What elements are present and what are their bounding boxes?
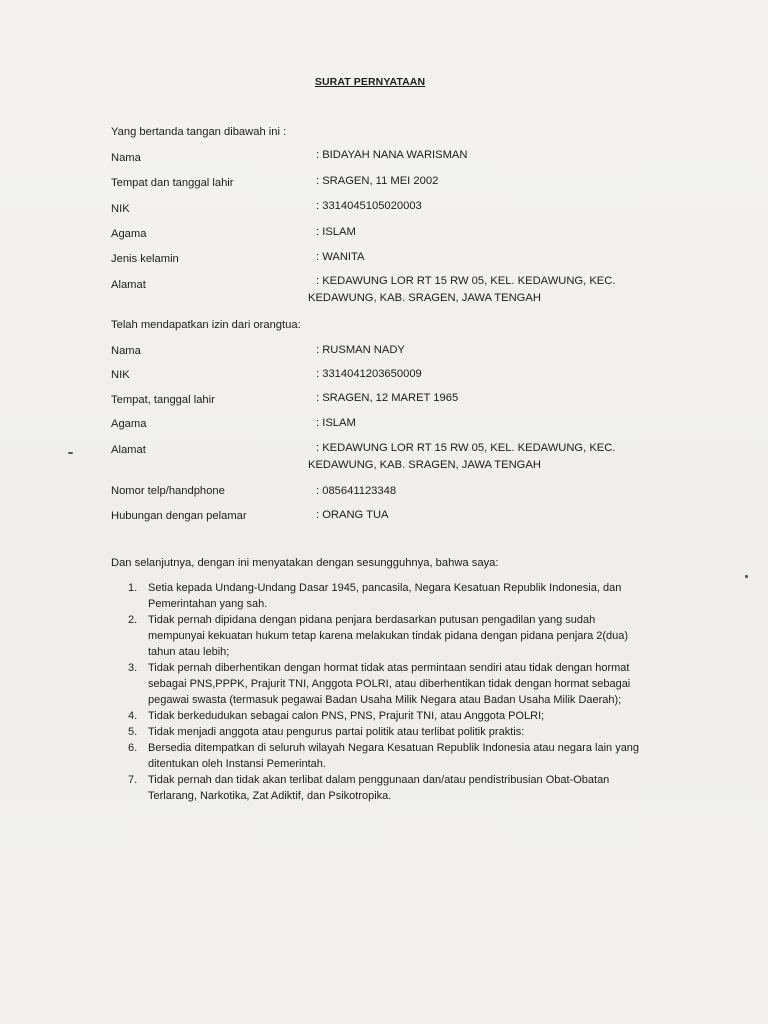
statement-item	[128, 708, 640, 724]
parent-name-value: : RUSMAN NADY	[316, 344, 405, 356]
parent-address-line2: KEDAWUNG, KAB. SRAGEN, JAWA TENGAH	[308, 458, 541, 471]
parent-address-line1: : KEDAWUNG LOR RT 15 RW 05, KEL. KEDAWUNG, KEC.	[316, 442, 616, 454]
parent-phone-value: : 085641123348	[316, 485, 397, 497]
parent-religion-label: Agama	[111, 418, 147, 430]
statement-item	[128, 724, 640, 740]
item-text: Setia kepada Undang-Undang Dasar 1945, pancasila, Negara Kesatuan Republik Indonesia, dan Pemerintahan yang sah.	[148, 582, 622, 610]
parent-birth-value: : SRAGEN, 12 MARET 1965	[316, 392, 459, 404]
applicant-birth-label: Tempat dan tanggal lahir	[111, 177, 234, 189]
applicant-name-label: Nama	[111, 152, 141, 164]
applicant-address-value	[308, 273, 646, 306]
applicant-address-label: Alamat	[111, 279, 146, 291]
item-number: 6.	[128, 742, 138, 754]
item-number: 5.	[128, 726, 138, 738]
scan-speck	[745, 575, 748, 578]
applicant-gender-label: Jenis kelamin	[111, 253, 179, 265]
statement-item	[128, 772, 640, 804]
item-number: 2.	[128, 614, 138, 626]
statement-intro: Dan selanjutnya, dengan ini menyatakan dengan sesungguhnya, bahwa saya:	[111, 557, 499, 569]
parent-address-label: Alamat	[111, 444, 146, 456]
item-text: Tidak pernah dan tidak akan terlibat dalam penggunaan dan/atau pendistribusian Obat-Obatan Terlarang, Narkotika, Zat Adiktif, dan Psikotropika.	[148, 774, 610, 802]
applicant-gender-value: : WANITA	[316, 251, 365, 263]
applicant-birth-value: : SRAGEN, 11 MEI 2002	[316, 175, 439, 187]
applicant-religion-value: : ISLAM	[316, 226, 356, 238]
item-text: Tidak pernah diberhentikan dengan hormat tidak atas permintaan sendiri atau tidak dengan hormat sebagai PNS,PPPK, Prajurit TNI, Anggota POLRI, atau diberhentikan tidak dengan hormat sebagai pegawai swasta (termasuk pegawai Badan Usaha Milik Negara atau Badan Usaha Milik Daerah);	[148, 662, 631, 706]
parent-nik-value: : 3314041203650009	[316, 368, 422, 380]
scan-speck	[68, 452, 73, 454]
applicant-religion-label: Agama	[111, 228, 147, 240]
intro-text: Yang bertanda tangan dibawah ini :	[111, 126, 287, 138]
statement-item	[128, 660, 640, 708]
parent-phone-label: Nomor telp/handphone	[111, 485, 225, 497]
parent-religion-value: : ISLAM	[316, 417, 356, 429]
parent-address-value	[308, 440, 646, 473]
item-text: Tidak menjadi anggota atau pengurus partai politik atau terlibat politik praktis:	[148, 726, 525, 738]
applicant-nik-label: NIK	[111, 203, 130, 215]
applicant-name-value: : BIDAYAH NANA WARISMAN	[316, 149, 468, 161]
statement-item	[128, 580, 640, 612]
item-number: 1.	[128, 582, 138, 594]
parent-relation-value: : ORANG TUA	[316, 509, 389, 521]
applicant-nik-value: : 3314045105020003	[316, 200, 422, 212]
statement-list	[128, 580, 640, 804]
parent-nik-label: NIK	[111, 369, 130, 381]
item-number: 7.	[128, 774, 138, 786]
statement-item	[128, 612, 640, 660]
parent-birth-label: Tempat, tanggal lahir	[111, 394, 215, 406]
item-text: Tidak pernah dipidana dengan pidana penjara berdasarkan putusan pengadilan yang sudah mempunyai kekuatan hukum tetap karena melakukan tindak pidana dengan pidana penjara 2(dua) tahun atau lebih;	[148, 614, 629, 658]
parent-name-label: Nama	[111, 345, 141, 357]
applicant-address-line2: KEDAWUNG, KAB. SRAGEN, JAWA TENGAH	[308, 291, 541, 304]
statement-item	[128, 740, 640, 772]
item-text: Tidak berkedudukan sebagai calon PNS, PNS, Prajurit TNI, atau Anggota POLRI;	[148, 710, 545, 722]
applicant-address-line1: : KEDAWUNG LOR RT 15 RW 05, KEL. KEDAWUNG, KEC.	[316, 275, 616, 287]
parent-relation-label: Hubungan dengan pelamar	[111, 510, 247, 522]
item-number: 3.	[128, 662, 138, 674]
item-number: 4.	[128, 710, 138, 722]
document-title: SURAT PERNYATAAN	[314, 76, 426, 88]
item-text: Bersedia ditempatkan di seluruh wilayah Negara Kesatuan Republik Indonesia atau negara lain yang ditentukan oleh Instansi Pemerintah.	[148, 742, 640, 770]
parent-intro-text: Telah mendapatkan izin dari orangtua:	[111, 319, 301, 331]
